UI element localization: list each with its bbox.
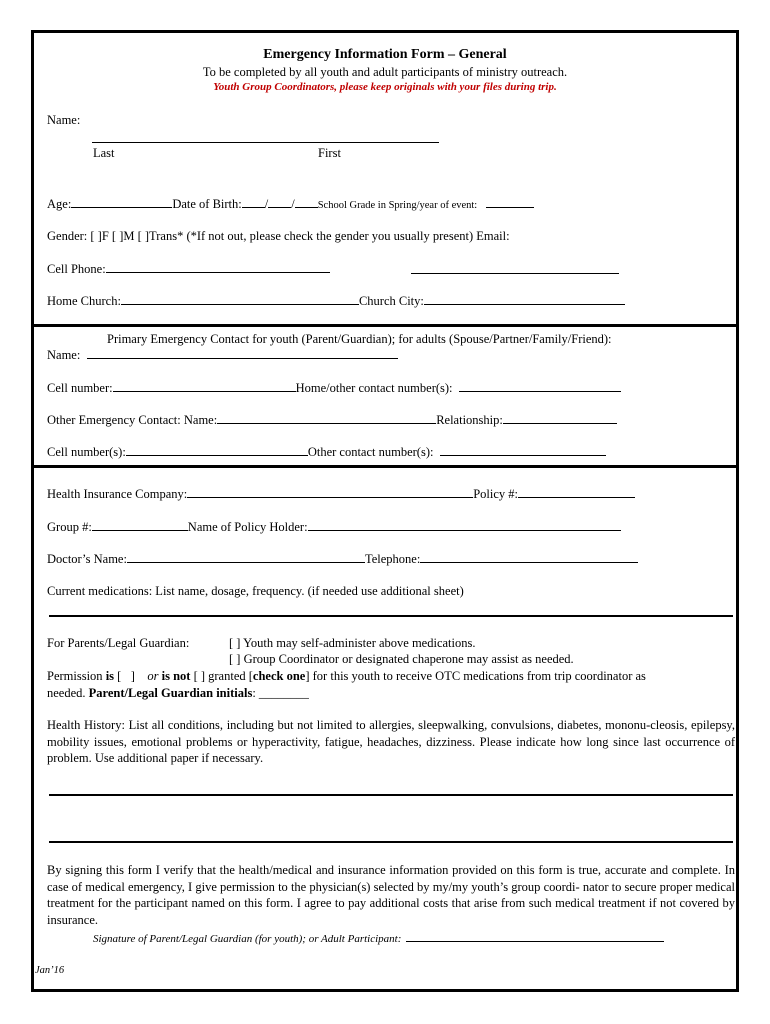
initials-label: Parent/Legal Guardian initials: [88, 686, 253, 700]
dob-year-field[interactable]: [295, 196, 318, 208]
policy-holder-field[interactable]: [308, 519, 621, 531]
dob-day-field[interactable]: [268, 196, 291, 208]
medications-field[interactable]: [49, 615, 733, 617]
signature-field[interactable]: [406, 930, 664, 942]
dob-separator: /: [291, 197, 295, 211]
permission-or: or: [147, 669, 159, 683]
section-divider: [31, 324, 739, 327]
insurance-row: [47, 486, 635, 501]
church-city-label: Church City:: [358, 294, 424, 308]
home-church-field[interactable]: [121, 293, 359, 305]
relationship-label: Relationship:: [436, 413, 503, 427]
doctor-name-field[interactable]: [127, 551, 365, 563]
dob-separator: /: [264, 197, 269, 211]
name-label: Name:: [47, 113, 81, 127]
consent-text: By signing this form I verify that the health/medical and insurance information provided on this form is true, accurate and complete. In case of medical emergency, I give permission to the physician(s) selected by my/my youth’s group coordi- nator to secure proper medical treatment for the participant named on this form. I agree to pay additional costs that arise from such medical treatment if not covered by insurance.: [47, 863, 735, 927]
cell-phone-row: [47, 261, 330, 276]
telephone-field[interactable]: [420, 551, 638, 563]
health-history-text: Health History: List all conditions, including but not limited to allergies, sleepwalking, convulsions, diabetes, mononu-cleosis, epilepsy, mobility issues, emotional problems or hyperactivity, fatigue, headaches, dizziness. Please indicate how long since last occurrence of problem. Use additional paper if necessary.: [47, 718, 735, 765]
other-cell-field[interactable]: [126, 444, 308, 456]
doctor-row: [47, 551, 638, 566]
name-field[interactable]: [92, 142, 439, 143]
other-cell-row: [47, 444, 606, 459]
section-divider: [31, 465, 739, 468]
coordinator-note: Youth Group Coordinators, please keep originals with your files during trip.: [213, 81, 557, 93]
health-history-field[interactable]: [49, 841, 733, 843]
other-cell-label: Cell number(s):: [47, 445, 126, 459]
home-church-label: Home Church:: [47, 294, 121, 308]
home-contact-field[interactable]: [459, 380, 621, 392]
grade-field[interactable]: [486, 196, 534, 208]
insurance-company-label: Health Insurance Company:: [47, 487, 188, 501]
email-field[interactable]: [411, 273, 619, 274]
grade-label: School Grade in Spring/year of event:: [317, 200, 478, 211]
parents-label: For Parents/Legal Guardian:: [47, 636, 190, 650]
other-number-field[interactable]: [440, 444, 606, 456]
first-name-caption: First: [318, 146, 341, 160]
form-subtitle: To be completed by all youth and adult participants of ministry outreach.: [202, 65, 568, 79]
needed-text: needed.: [47, 686, 89, 700]
home-contact-label: Home/other contact number(s):: [295, 381, 453, 395]
permission-line: [47, 669, 646, 683]
emergency-cell-row: [47, 380, 621, 395]
permission-is-checkbox[interactable]: [ ]: [114, 669, 148, 683]
gender-email-row: Gender: [ ]F [ ]M [ ]Trans* (*If not out, please check the gender you usually present) Email:: [47, 229, 510, 243]
signature-row: [93, 930, 664, 946]
permission-text: ] for this youth to receive OTC medications from trip coordinator as: [305, 669, 646, 683]
emergency-cell-field[interactable]: [113, 380, 296, 392]
policy-number-label: Policy #:: [473, 487, 519, 501]
telephone-label: Telephone:: [364, 552, 421, 566]
other-contact-row: [47, 412, 617, 427]
dob-month-field[interactable]: [242, 196, 265, 208]
last-name-caption: Last: [93, 146, 115, 160]
permission-is-not: is not: [161, 669, 191, 683]
medications-label: Current medications: List name, dosage, frequency. (if needed use additional sheet): [47, 584, 464, 598]
emergency-name-field[interactable]: [87, 347, 398, 359]
emergency-heading: Primary Emergency Contact for youth (Parent/Guardian); for adults (Spouse/Partner/Family/Friend):: [107, 332, 612, 346]
form-border: [31, 30, 739, 992]
permission-is: is: [105, 669, 115, 683]
health-history-field[interactable]: [49, 794, 733, 796]
dob-label: Date of Birth:: [172, 197, 242, 211]
permission-text: Permission: [47, 669, 106, 683]
emergency-name-row: [47, 347, 398, 362]
age-row: [47, 196, 534, 213]
emergency-name-label: Name:: [47, 348, 81, 362]
policy-holder-label: Name of Policy Holder:: [187, 520, 308, 534]
initials-field[interactable]: : ________: [252, 686, 309, 700]
signature-label: Signature of Parent/Legal Guardian (for youth); or Adult Participant:: [93, 933, 402, 945]
insurance-company-field[interactable]: [187, 486, 473, 498]
other-number-label: Other contact number(s):: [307, 445, 434, 459]
revision-date: Jan’16: [35, 965, 65, 976]
age-label: Age:: [47, 197, 72, 211]
self-administer-option[interactable]: [ ] Youth may self-administer above medications.: [229, 636, 476, 650]
other-contact-name-field[interactable]: [217, 412, 436, 424]
check-one-text: check one: [252, 669, 306, 683]
chaperone-assist-option[interactable]: [ ] Group Coordinator or designated chaperone may assist as needed.: [229, 652, 574, 666]
emergency-cell-label: Cell number:: [47, 381, 113, 395]
church-city-field[interactable]: [424, 293, 625, 305]
form-title: Emergency Information Form – General: [263, 47, 507, 62]
permission-is-not-checkbox[interactable]: [ ] granted [: [190, 669, 253, 683]
doctor-name-label: Doctor’s Name:: [47, 552, 127, 566]
age-field[interactable]: [71, 196, 172, 208]
cell-phone-label: Cell Phone:: [47, 262, 106, 276]
cell-phone-field[interactable]: [106, 261, 330, 273]
group-number-label: Group #:: [47, 520, 92, 534]
group-number-field[interactable]: [92, 519, 188, 531]
policy-number-field[interactable]: [518, 486, 635, 498]
initials-line: [47, 686, 309, 700]
relationship-field[interactable]: [503, 412, 617, 424]
church-row: [47, 293, 625, 308]
other-contact-name-label: Other Emergency Contact: Name:: [47, 413, 218, 427]
group-row: [47, 519, 621, 534]
